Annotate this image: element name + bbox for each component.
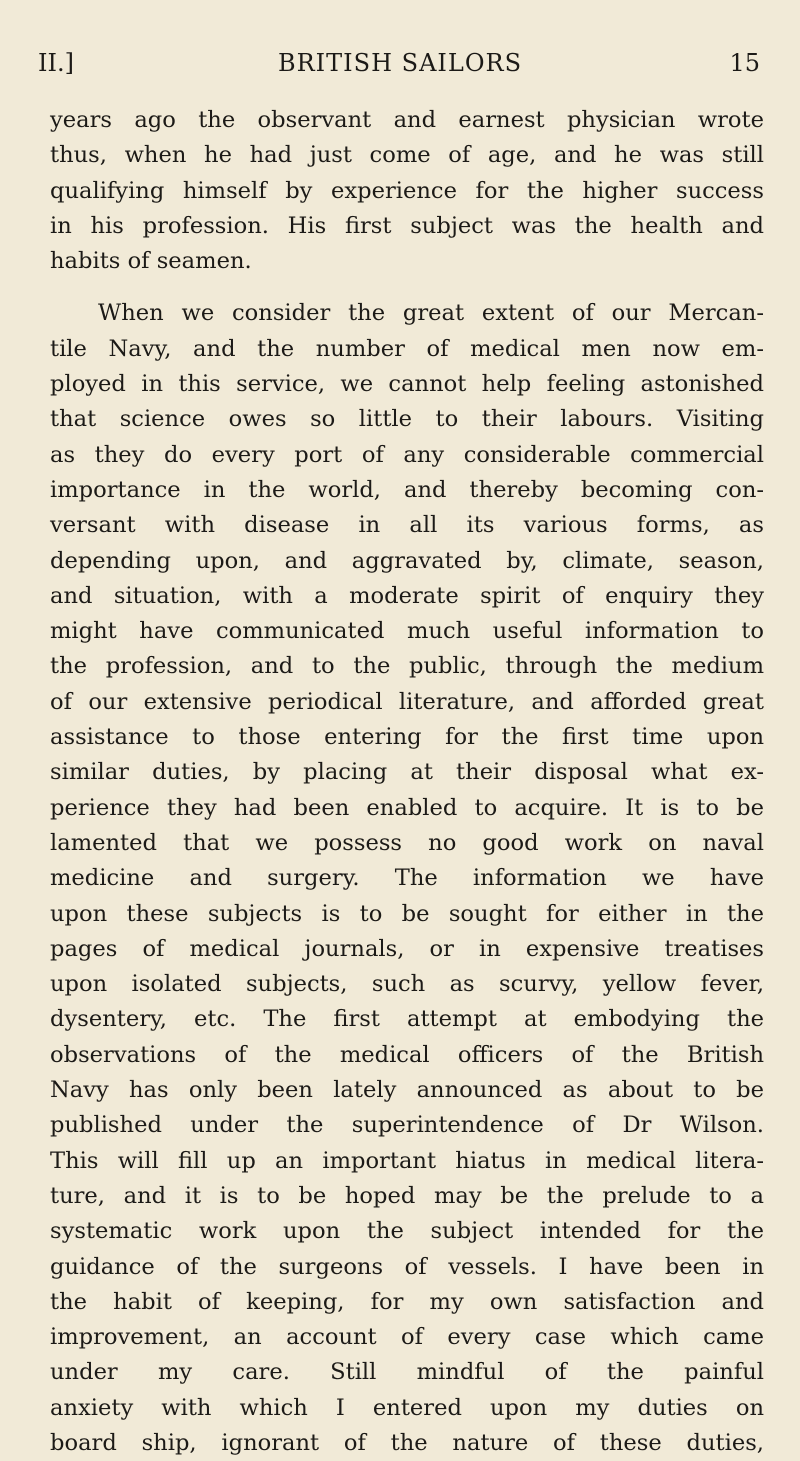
running-title: BRITISH SAILORS <box>277 49 523 77</box>
text-line: observations of the medical officers of the British <box>50 1041 764 1068</box>
running-head <box>0 48 800 78</box>
text-line: Navy has only been lately announced as about to be <box>50 1077 764 1104</box>
text-line: might have communicated much useful information to <box>50 618 764 645</box>
text-line: upon these subjects is to be sought for either in the <box>50 900 764 927</box>
chapter-marker: II.] <box>38 49 74 77</box>
text-line: in his profession. His first subject was the health and <box>50 212 764 239</box>
text-line: published under the superintendence of Dr Wilson. <box>50 1112 764 1139</box>
body-text <box>50 103 764 1461</box>
text-line: tile Navy, and the number of medical men now em- <box>50 335 764 362</box>
text-line: anxiety with which I entered upon my duties on <box>50 1394 764 1421</box>
text-line: years ago the observant and earnest physician wrote <box>50 107 764 133</box>
text-line: under my care. Still mindful of the painful <box>50 1359 764 1386</box>
text-line: thus, when he had just come of age, and he was still <box>50 142 764 169</box>
text-line: the habit of keeping, for my own satisfaction and <box>50 1288 764 1315</box>
text-line: medicine and surgery. The information we have <box>50 865 764 892</box>
text-line: the profession, and to the public, through the medium <box>50 653 764 680</box>
text-line: ployed in this service, we cannot help feeling astonished <box>50 371 764 398</box>
text-line: that science owes so little to their labours. Visiting <box>50 406 764 433</box>
text-line: upon isolated subjects, such as scurvy, yellow fever, <box>50 971 764 998</box>
text-line: lamented that we possess no good work on naval <box>50 829 764 856</box>
text-line: When we consider the great extent of our Mercan- <box>98 300 764 327</box>
text-line: board ship, ignorant of the nature of these duties, <box>50 1429 764 1456</box>
text-line: pages of medical journals, or in expensive treatises <box>50 935 764 962</box>
text-line: systematic work upon the subject intended for the <box>50 1218 764 1245</box>
text-line: assistance to those entering for the first time upon <box>50 724 764 751</box>
text-line: This will fill up an important hiatus in medical litera- <box>50 1147 764 1174</box>
text-line: versant with disease in all its various forms, as <box>50 512 764 539</box>
text-line: guidance of the surgeons of vessels. I have been in <box>50 1253 764 1280</box>
text-line: dysentery, etc. The first attempt at embodying the <box>50 1006 764 1033</box>
paragraph-2 <box>50 296 764 1461</box>
text-line: of our extensive periodical literature, and afforded great <box>50 688 764 715</box>
text-line: importance in the world, and thereby becoming con- <box>50 476 764 503</box>
text-line: and situation, with a moderate spirit of enquiry they <box>50 582 764 609</box>
page-number: 15 <box>729 49 760 77</box>
text-line: qualifying himself by experience for the higher success <box>50 177 764 204</box>
text-line: as they do every port of any considerable commercial <box>50 441 764 468</box>
text-line: similar duties, by placing at their disposal what ex- <box>50 759 764 786</box>
text-line: improvement, an account of every case which came <box>50 1324 764 1351</box>
text-line: perience they had been enabled to acquire. It is to be <box>50 794 764 821</box>
text-line: depending upon, and aggravated by, climate, season, <box>50 547 764 574</box>
paragraph-1 <box>50 103 764 279</box>
text-line: ture, and it is to be hoped may be the prelude to a <box>50 1182 764 1209</box>
text-line: habits of seamen. <box>50 248 252 275</box>
